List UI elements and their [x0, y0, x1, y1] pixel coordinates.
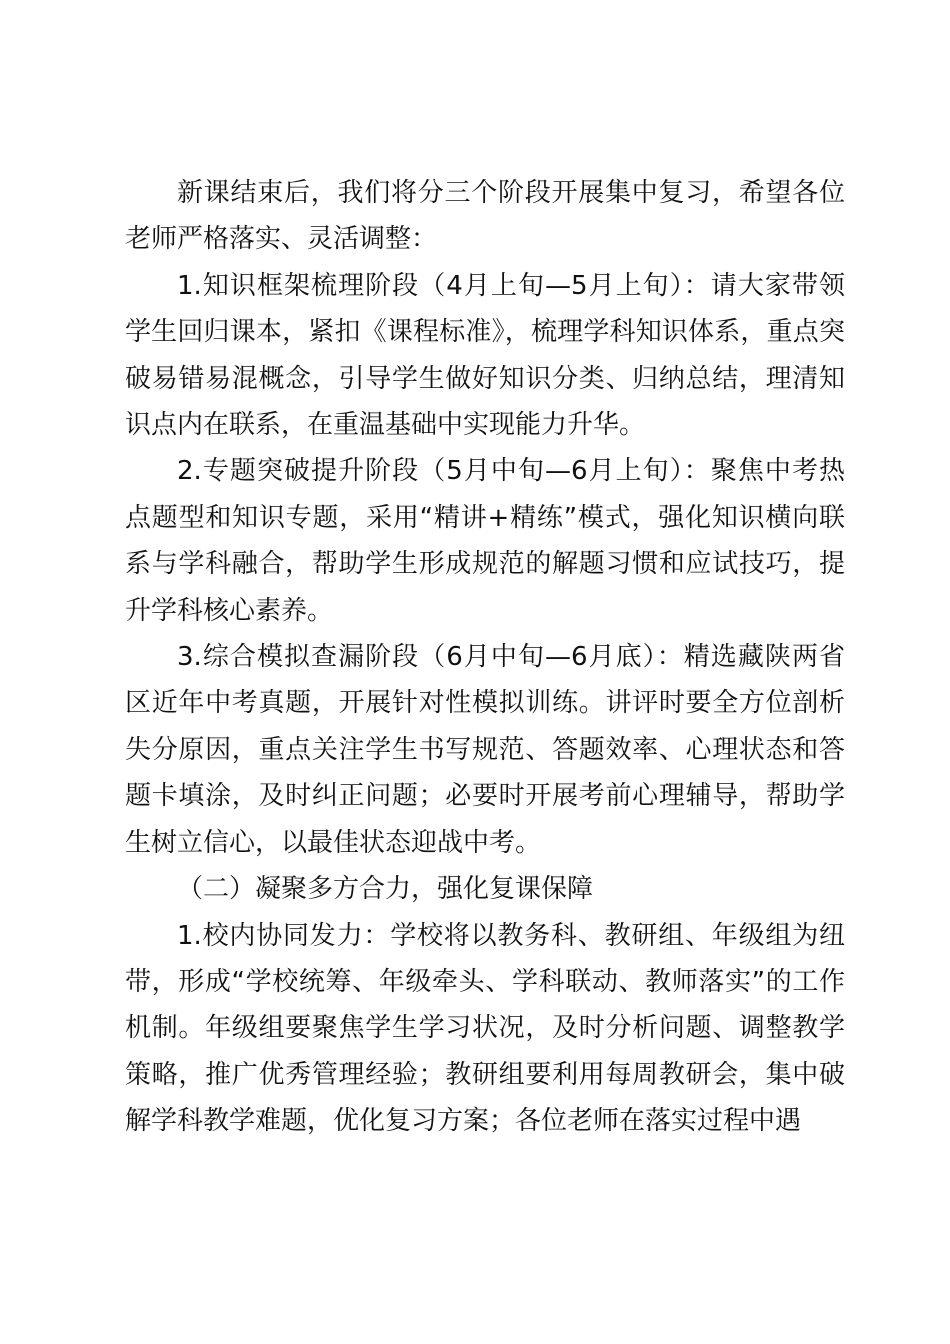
paragraph-review-intro: 新课结束后，我们将分三个阶段开展集中复习，希望各位老师严格落实、灵活调整：	[125, 178, 845, 255]
paragraph-stage-2: 2.专题突破提升阶段（5月中旬—6月上旬）：聚焦中考热点题型和知识专题，采用“精讲+精练”模式，强化知识横向联系与学科融合，帮助学生形成规范的解题习惯和应试技巧，提升学科核心素养。	[125, 456, 845, 626]
paragraph-stage-1: 1.知识框架梳理阶段（4月上旬—5月上旬）：请大家带领学生回归课本，紧扣《课程标准》，梳理学科知识体系，重点突破易错易混概念，引导学生做好知识分类、归纳总结，理清知识点内在联系，在重温基础中实现能力升华。	[125, 270, 845, 441]
document-body	[125, 170, 845, 1145]
paragraph-stage-3: 3.综合模拟查漏阶段（6月中旬—6月底）：精选藏陕两省区近年中考真题，开展针对性模拟训练。讲评时要全方位剖析失分原因，重点关注学生书写规范、答题效率、心理状态和答题卡填涂，及时纠正问题；必要时开展考前心理辅导，帮助学生树立信心，以最佳状态迎战中考。	[125, 642, 845, 858]
section-heading: （二）凝聚多方合力，强化复课保障	[177, 874, 594, 905]
paragraph-school-coordination: 1.校内协同发力：学校将以教务科、教研组、年级组为纽带，形成“学校统筹、年级牵头、学科联动、教师落实”的工作机制。年级组要聚焦学生学习状况，及时分析问题、调整教学策略，推广优秀管理经验；教研组要利用每周教研会，集中破解学科教学难题，优化复习方案；各位老师在落实过程中遇	[125, 920, 845, 1137]
